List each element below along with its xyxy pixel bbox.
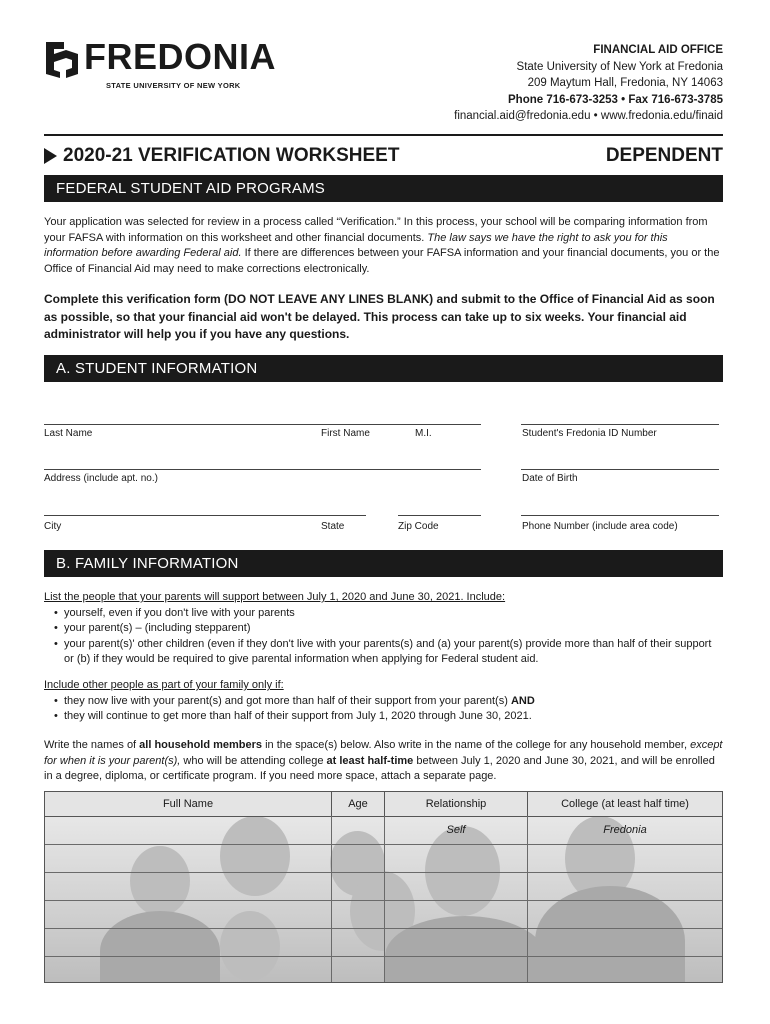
full-name-cell[interactable]: [45, 900, 332, 928]
header-divider: [44, 134, 723, 136]
age-cell[interactable]: [332, 872, 385, 900]
worksheet-title: [44, 145, 399, 167]
include-block: [44, 678, 724, 725]
intro-text-1: Your application was selected for review in a process called “Verification.” In this process, your school will be comparing information from your FAFSA with information on this worksheet and other financial documents.: [44, 216, 708, 244]
play-arrow-icon: [44, 148, 57, 164]
full-name-cell[interactable]: [45, 844, 332, 872]
section-federal-heading: FEDERAL STUDENT AID PROGRAMS: [44, 175, 723, 202]
include-item-1-bold: AND: [510, 694, 535, 707]
relationship-cell[interactable]: [385, 900, 528, 928]
column-header: College (at least half time): [561, 798, 689, 810]
zip-label: Zip Code: [398, 521, 439, 532]
write-italic: except for when it is your parent(s),: [44, 739, 723, 767]
intro-text-italic: The law says we have the right to ask you for this information before awarding Federal aid.: [44, 231, 668, 259]
phone-label: Phone Number (include area code): [522, 521, 678, 532]
college-cell[interactable]: [528, 900, 722, 928]
write-text-3: who will be attending college: [180, 754, 327, 767]
table-row: [45, 900, 722, 929]
include-item-1-text: they now live with your parent(s) and got more than half of their support from your parent(s): [64, 694, 511, 707]
full-name-cell[interactable]: [45, 872, 332, 900]
support-list: [44, 606, 724, 668]
worksheet-title-text: 2020-21 VERIFICATION WORKSHEET: [63, 145, 400, 166]
first-name-label: First Name: [321, 428, 370, 439]
logo-subtitle: STATE UNIVERSITY OF NEW YORK: [106, 81, 241, 90]
state-label: State: [321, 521, 345, 532]
phone-line[interactable]: [521, 515, 719, 516]
full-name-cell[interactable]: [45, 956, 332, 983]
city-line[interactable]: [44, 515, 366, 516]
college-cell[interactable]: [528, 872, 722, 900]
relationship-cell[interactable]: [385, 844, 528, 872]
table-row: [45, 928, 722, 957]
age-cell[interactable]: [332, 900, 385, 928]
write-bold-1: all household members: [139, 739, 263, 751]
section-b-heading: B. FAMILY INFORMATION: [44, 550, 723, 577]
full-name-cell[interactable]: [45, 928, 332, 956]
include-list: [44, 694, 724, 725]
mi-label: M.I.: [415, 428, 432, 439]
relationship-cell[interactable]: [385, 956, 528, 983]
dob-label: Date of Birth: [522, 473, 578, 484]
dob-line[interactable]: [521, 469, 719, 470]
relationship-cell[interactable]: [385, 928, 528, 956]
address-line[interactable]: [44, 469, 481, 470]
college-cell[interactable]: [528, 844, 722, 872]
write-text-4: between July 1, 2020 and June 30, 2021, and will be enrolled in a degree, diploma, or certificate program. If you need more space, attach a separate page.: [44, 754, 715, 782]
fredonia-logo: [44, 36, 276, 92]
full-name-cell[interactable]: [45, 816, 332, 844]
office-line-1: State University of New York at Fredonia: [516, 60, 723, 73]
write-text-1: Write the names of: [44, 739, 140, 751]
office-phone: Phone 716-673-3253 • Fax 716-673-3785: [508, 93, 723, 106]
office-contact-block: [454, 42, 723, 125]
list-item: [44, 694, 724, 710]
logo-wordmark: FREDONIA: [84, 36, 276, 77]
age-cell[interactable]: [332, 928, 385, 956]
instructions-paragraph: Complete this verification form (DO NOT LEAVE ANY LINES BLANK) and submit to the Office of Financial Aid as soon as possible, so that your financial aid won't be delayed. This process can take up to six weeks. Your financial aid administrator will help you if you have any questions.: [44, 292, 715, 341]
include-intro: Include other people as part of your family only if:: [44, 679, 284, 691]
write-names-paragraph: [44, 738, 724, 785]
household-table: [44, 791, 723, 983]
worksheet-type: DEPENDENT: [605, 145, 723, 166]
table-header: [45, 792, 722, 817]
college-cell[interactable]: Fredonia: [603, 824, 647, 836]
age-cell[interactable]: [332, 844, 385, 872]
student-id-line[interactable]: [521, 424, 719, 425]
intro-text-2: If there are differences between your FAFSA information and your financial documents, you or the Office of Financial Aid may need to make corrections electronically.: [44, 247, 720, 275]
city-label: City: [44, 521, 62, 532]
address-label: Address (include apt. no.): [44, 473, 158, 484]
list-item: • your parent(s) – (including stepparent): [44, 621, 724, 637]
office-line-2: 209 Maytum Hall, Fredonia, NY 14063: [527, 77, 723, 89]
office-web: financial.aid@fredonia.edu • www.fredonia.edu/finaid: [454, 110, 723, 122]
last-name-label: Last Name: [44, 428, 93, 439]
support-list-block: [44, 590, 724, 668]
table-row: [45, 816, 722, 845]
fredonia-emblem-icon: [44, 40, 80, 78]
list-item: • yourself, even if you don't live with your parents: [44, 606, 724, 622]
support-list-intro: List the people that your parents will support between July 1, 2020 and June 30, 2021. Include:: [44, 591, 506, 603]
column-header: Age: [332, 792, 385, 816]
student-id-label: Student's Fredonia ID Number: [522, 428, 657, 439]
table-row: [45, 844, 722, 873]
office-title: FINANCIAL AID OFFICE: [593, 44, 723, 56]
write-text-2: in the space(s) below. Also write in the name of the college for any household member,: [262, 739, 691, 751]
zip-line[interactable]: [398, 515, 481, 516]
section-a-heading: A. STUDENT INFORMATION: [44, 355, 723, 382]
last-name-line[interactable]: [44, 424, 481, 425]
intro-paragraph: [44, 215, 724, 277]
column-header: Full Name: [45, 792, 332, 816]
age-cell[interactable]: [332, 956, 385, 983]
column-header: Relationship: [385, 792, 528, 816]
list-item: • your parent(s)' other children (even if they don't live with your parents(s) and (a) your parent(s) provide more than half of their support or (b) if they would be required to give parental information when applying for Federal student aid.: [44, 637, 724, 668]
age-cell[interactable]: [332, 816, 385, 844]
college-cell[interactable]: [528, 956, 722, 983]
table-row: [45, 956, 722, 983]
list-item: • they will continue to get more than half of their support from July 1, 2020 through June 30, 2021.: [44, 709, 724, 725]
relationship-cell[interactable]: [385, 872, 528, 900]
table-row: [45, 872, 722, 901]
college-cell[interactable]: [528, 928, 722, 956]
relationship-cell[interactable]: Self: [385, 816, 528, 844]
write-bold-2: at least half-time: [326, 754, 414, 767]
